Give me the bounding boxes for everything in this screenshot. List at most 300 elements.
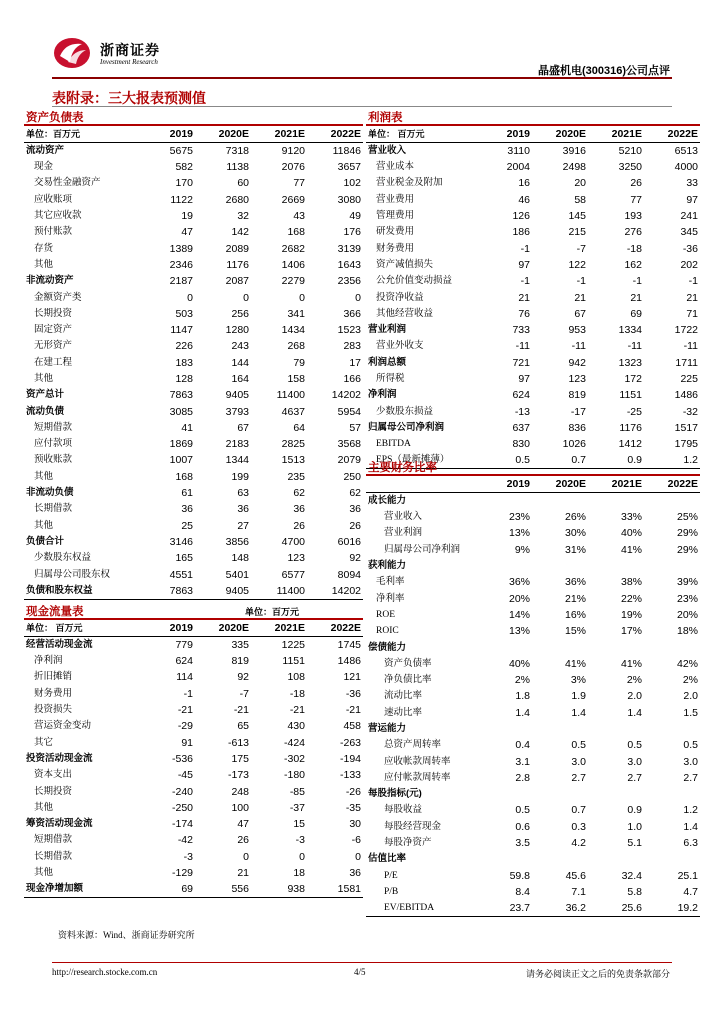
cell-value: 3657 (337, 161, 361, 174)
row-label: 在建工程 (34, 357, 73, 368)
row-label: 投资活动现金流 (26, 752, 93, 764)
row-label: 偿债能力 (368, 641, 407, 653)
cell-value (588, 721, 644, 737)
row-label: 非流动资产 (26, 275, 74, 287)
year-header: 2019 (476, 126, 532, 143)
table-row (24, 322, 363, 338)
cell-value: 3568 (337, 438, 361, 451)
row-label: 资产减值损失 (376, 259, 434, 270)
cell-value: -36 (682, 242, 698, 255)
row-label: P/E (384, 870, 398, 881)
row-label: EPS（最新摊薄） (366, 452, 476, 469)
cell-value: 14% (508, 608, 530, 621)
cell-value: 1147 (170, 324, 193, 337)
table-row (24, 669, 363, 685)
year-header: 2022E (644, 476, 700, 493)
row-label: 获利能力 (368, 560, 407, 572)
cell-value: 30% (564, 527, 586, 540)
cell-value: 16% (564, 608, 586, 621)
cell-value: 2.0 (683, 690, 698, 703)
cell-value: 67 (237, 421, 249, 434)
table-row (366, 590, 700, 606)
table-row (24, 371, 363, 387)
cell-value: 6513 (674, 145, 698, 157)
cell-value: 7318 (225, 145, 249, 157)
cell-value: 31% (564, 543, 586, 556)
cell-value: 25% (676, 511, 698, 524)
cash-flow-panel (24, 604, 363, 898)
cell-value: 2.8 (515, 771, 530, 784)
cell-value: 30 (349, 818, 361, 831)
footer-url[interactable]: http://research.stocke.com.cn (52, 967, 158, 977)
year-header: 2020E (532, 126, 588, 143)
table-row (366, 224, 700, 240)
row-label: 资产负债率 (384, 658, 432, 669)
cell-value: 13% (508, 625, 530, 638)
cell-value: 1280 (225, 324, 249, 337)
row-label: 营运能力 (368, 723, 407, 734)
cell-value: 819 (568, 389, 586, 402)
cell-value (644, 851, 700, 867)
cell-value: 26 (349, 519, 361, 532)
row-label: ROIC (376, 626, 399, 637)
table-row (24, 702, 363, 718)
cell-value: -11 (571, 340, 586, 353)
cell-value: -302 (283, 752, 305, 765)
cell-value: 62 (349, 487, 361, 500)
cell-value: 0.5 (476, 452, 532, 469)
cell-value: 1225 (281, 639, 305, 651)
cell-value (644, 786, 700, 802)
cell-value: 366 (343, 307, 361, 320)
cell-value: 43 (293, 210, 305, 223)
year-header: 2020E (195, 126, 251, 143)
table-row (366, 338, 700, 354)
cell-value: 36% (508, 576, 530, 589)
cell-value: 9405 (195, 583, 251, 600)
cell-value: 142 (231, 226, 249, 239)
cell-value: 20% (676, 608, 698, 621)
cell-value: 721 (512, 356, 530, 369)
cell-value: -21 (345, 704, 361, 717)
cell-value: 18 (293, 867, 305, 879)
cell-value: 5954 (337, 405, 361, 418)
cell-value: -1 (520, 275, 530, 288)
cell-value: 1.4 (683, 820, 698, 833)
cell-value: 1026 (562, 438, 586, 451)
year-header: 2020E (195, 620, 251, 637)
cell-value: 2825 (281, 438, 305, 451)
cell-value: 23% (508, 511, 530, 524)
report-title: 晶盛机电(300316)公司点评 (537, 65, 670, 77)
cell-value: 38% (620, 576, 642, 589)
row-label: 营业费用 (376, 194, 415, 205)
table-row (24, 224, 363, 240)
table-row (24, 485, 363, 501)
row-label: EBITDA (376, 439, 411, 450)
cell-value: 2076 (281, 161, 305, 174)
table-row (366, 884, 700, 900)
cell-value: -173 (227, 769, 249, 782)
cell-value: -424 (283, 736, 305, 749)
brand-logo-icon (52, 36, 92, 70)
row-label: 应收账项 (34, 194, 73, 205)
cell-value: 3793 (225, 405, 249, 418)
cell-value: 3916 (562, 145, 586, 157)
cell-value: 1745 (337, 639, 361, 651)
cell-value: 341 (287, 307, 305, 320)
cell-value (532, 558, 588, 574)
cell-value: 128 (175, 373, 193, 385)
income-statement-table (366, 126, 700, 469)
row-label: 归属母公司净利润 (384, 544, 461, 555)
year-header: 2021E (588, 126, 644, 143)
table-row (24, 469, 363, 485)
table-row (366, 819, 700, 835)
table-row (366, 705, 700, 721)
cell-value: 345 (680, 226, 698, 239)
cell-value: 0.7 (571, 804, 586, 817)
cell-value: 21 (574, 291, 586, 304)
row-label: 应付款项 (34, 439, 73, 450)
cell-value: 0.5 (683, 739, 698, 752)
cell-value: -263 (339, 736, 361, 749)
cell-value: -18 (289, 687, 305, 700)
cell-value: 1711 (675, 356, 698, 369)
table-row (24, 420, 363, 436)
cell-value: 225 (680, 373, 698, 385)
row-label: 财务费用 (376, 243, 415, 254)
unit-label: 单位： 百万元 (24, 620, 139, 637)
cell-value: 2183 (225, 438, 249, 451)
cell-value: -21 (233, 704, 249, 717)
cell-value: -13 (514, 405, 530, 418)
cell-value: 215 (568, 226, 586, 239)
row-label: 其他经营收益 (376, 308, 434, 319)
cell-value: 1.9 (571, 690, 586, 703)
cell-value: -240 (171, 785, 193, 798)
table-row (366, 721, 700, 737)
table-row (24, 403, 363, 419)
table-row (24, 751, 363, 767)
row-label: 流动比率 (384, 691, 423, 702)
table-row (24, 289, 363, 305)
row-label: 成长能力 (368, 495, 407, 506)
cell-value: 0 (355, 850, 361, 863)
cell-value: 4.7 (683, 885, 698, 898)
cell-value: 47 (181, 226, 193, 239)
cell-value: 25.6 (588, 900, 644, 917)
cell-value: -194 (339, 752, 361, 765)
cell-value (476, 558, 532, 574)
year-header: 2022E (307, 620, 363, 637)
cell-value: -11 (683, 340, 698, 353)
table-row (24, 566, 363, 582)
cell-value: 4000 (674, 161, 698, 174)
cell-value (476, 493, 532, 510)
unit-label: 单位：百万元 (24, 126, 139, 143)
cell-value: 65 (237, 720, 249, 733)
table-row (366, 240, 700, 256)
table-row (366, 192, 700, 208)
ratios-panel (366, 460, 700, 917)
appendix-divider (52, 106, 672, 107)
cell-value: -1 (183, 687, 193, 700)
cell-value: 0 (187, 291, 193, 304)
table-row (366, 656, 700, 672)
cell-value: -7 (239, 687, 249, 700)
cell-value: 2682 (281, 242, 305, 255)
cell-value: 46 (518, 193, 530, 206)
cell-value: -536 (171, 752, 193, 765)
cash-flow-title (24, 604, 363, 620)
cell-value: 256 (231, 307, 249, 320)
cell-value (532, 851, 588, 867)
table-row (366, 835, 700, 851)
row-label: 净利润 (34, 656, 63, 667)
cell-value: 1.2 (644, 452, 700, 469)
cell-value: -1 (520, 242, 530, 255)
cell-value: 126 (512, 210, 530, 223)
cell-value: 2% (626, 674, 642, 687)
cell-value: 0.4 (515, 739, 530, 752)
table-row (24, 273, 363, 289)
cell-value: -6 (351, 834, 361, 847)
cell-value: 1523 (337, 324, 361, 337)
cash-flow-title-text: 现金流量表 (26, 606, 84, 618)
cell-value: 1513 (281, 454, 305, 467)
row-label: 净利率 (376, 593, 405, 604)
cell-value: 4.2 (571, 837, 586, 850)
row-label: 营业成本 (376, 162, 415, 173)
cell-value: 100 (231, 801, 249, 814)
cell-value: 1.8 (515, 690, 530, 703)
table-row (24, 355, 363, 371)
row-label: 少数股东权益 (34, 553, 92, 564)
cell-value: 36 (349, 867, 361, 879)
cell-value: 0 (355, 291, 361, 304)
cell-value (644, 721, 700, 737)
brand-name: 浙商证券 (100, 42, 160, 58)
cell-value: 250 (343, 470, 361, 483)
table-row (24, 436, 363, 452)
row-label: 其他 (34, 374, 54, 384)
row-label: 资本支出 (34, 770, 73, 781)
cell-value: 36 (293, 503, 305, 516)
cell-value: 91 (181, 736, 193, 749)
table-row (366, 371, 700, 387)
cell-value: 32 (237, 210, 249, 223)
cell-value: 199 (231, 470, 249, 483)
cell-value: 123 (287, 552, 305, 565)
page-header (0, 0, 724, 90)
cell-value: 168 (175, 470, 193, 483)
page-number: 4/5 (354, 967, 366, 977)
cell-value: 26% (564, 511, 586, 524)
row-label: 归属母公司净利润 (368, 421, 445, 433)
income-statement-title: 利润表 (366, 110, 700, 126)
row-label: ROE (376, 609, 395, 620)
cell-value: 63 (237, 487, 249, 500)
cell-value: -21 (289, 704, 305, 717)
row-label: 速动比率 (384, 707, 423, 718)
cell-value: 7.1 (571, 885, 586, 898)
cash-flow-title-unit: 单位：百万元 (244, 607, 299, 617)
cell-value: 102 (343, 177, 361, 190)
table-row (366, 558, 700, 574)
cell-value: 3139 (337, 242, 361, 255)
cell-value: 162 (624, 258, 642, 271)
cell-value: 166 (343, 373, 361, 385)
cell-value: -180 (283, 769, 305, 782)
cell-value: 49 (349, 210, 361, 223)
table-row (24, 306, 363, 322)
cell-value: 953 (568, 324, 586, 337)
cell-value: 1517 (674, 421, 698, 434)
cell-value: -7 (576, 242, 586, 255)
cell-value: -11 (515, 340, 530, 353)
cell-value: 29% (676, 543, 698, 556)
cell-value: -17 (570, 405, 586, 418)
table-row (24, 501, 363, 517)
cell-value: 11400 (276, 389, 305, 402)
cell-value: 33 (686, 177, 698, 190)
cell-value: 23.7 (476, 900, 532, 917)
table-row (366, 574, 700, 590)
cell-value: 942 (568, 356, 586, 369)
cell-value: 582 (175, 161, 193, 174)
cell-value: 0 (243, 850, 249, 863)
cell-value: 39% (676, 576, 698, 589)
row-label: P/B (384, 886, 399, 897)
table-row (24, 175, 363, 191)
cell-value (588, 786, 644, 802)
cell-value: 0.6 (515, 820, 530, 833)
row-label: 经营活动现金流 (26, 639, 93, 650)
cell-value: 148 (231, 552, 249, 565)
row-label: EV/EBITDA (366, 900, 476, 917)
row-label: 固定资产 (34, 325, 73, 336)
table-row (24, 550, 363, 566)
table-row (366, 175, 700, 191)
row-label: 负债合计 (26, 535, 65, 547)
table-row (24, 849, 363, 865)
table-row (24, 534, 363, 550)
table-row (366, 737, 700, 753)
cell-value: 1.4 (515, 706, 530, 719)
cell-value: -32 (682, 405, 698, 418)
cell-value: 5675 (169, 145, 193, 157)
ratios-title: 主要财务比率 (366, 460, 700, 476)
cell-value: 165 (175, 552, 193, 565)
table-row (24, 338, 363, 354)
cell-value: 5210 (618, 145, 642, 157)
cell-value: 33% (620, 511, 642, 524)
row-label: 公允价值变动损益 (376, 276, 453, 287)
cell-value: 60 (237, 177, 249, 190)
header-divider (52, 77, 672, 79)
cell-value: 3080 (337, 193, 361, 206)
row-label: 营业收入 (368, 145, 407, 156)
cell-value: 36 (237, 503, 249, 516)
cell-value: 40% (620, 527, 642, 540)
cell-value (588, 851, 644, 867)
table-row (24, 637, 363, 654)
cell-value (532, 639, 588, 655)
cell-value: 36 (181, 503, 193, 516)
balance-sheet-table (24, 126, 363, 600)
cell-value: 67 (574, 307, 586, 320)
cell-value: 0.7 (532, 452, 588, 469)
row-label: 投资损失 (34, 705, 73, 716)
cell-value: 202 (680, 258, 698, 271)
cell-value: 21 (237, 867, 249, 879)
cell-value: 41 (181, 421, 193, 434)
cell-value: 624 (175, 655, 193, 668)
cell-value: 175 (231, 752, 249, 765)
row-label: 资产总计 (26, 389, 65, 401)
table-header-row (24, 620, 363, 637)
cell-value: 3.0 (627, 755, 642, 768)
row-label: 财务费用 (34, 688, 73, 699)
cell-value: 21 (686, 291, 698, 304)
table-row (24, 718, 363, 734)
row-label: 营业利润 (384, 528, 423, 539)
year-header: 2019 (139, 620, 195, 637)
cell-value: 1406 (281, 258, 305, 271)
appendix-title: 表附录：三大报表预测值 (52, 90, 206, 106)
balance-sheet-panel (24, 110, 363, 600)
table-row (24, 653, 363, 669)
row-label: 应付帐款周转率 (384, 772, 451, 783)
unit-label: 单位： 百万元 (366, 126, 476, 143)
cell-value: 819 (231, 655, 249, 668)
cell-value: 193 (624, 210, 642, 223)
cell-value: 18% (676, 625, 698, 638)
cell-value: 62 (293, 487, 305, 500)
cell-value: 2187 (169, 275, 193, 288)
cell-value: 61 (181, 487, 193, 500)
cell-value: 2.7 (571, 771, 586, 784)
table-header-row (366, 126, 700, 143)
cell-value: 77 (293, 177, 305, 190)
cell-value: 2.0 (627, 690, 642, 703)
cell-value: -36 (345, 687, 361, 700)
cell-value: 2279 (281, 275, 305, 288)
cell-value: 1869 (169, 438, 193, 451)
cell-value: 1581 (307, 881, 363, 898)
row-label: 预收账款 (34, 455, 73, 466)
row-label: 长期投资 (34, 786, 73, 797)
cell-value: 2% (514, 674, 530, 687)
row-label: 其它 (34, 737, 54, 748)
year-header: 2021E (251, 126, 307, 143)
row-label: 投资净收益 (376, 292, 424, 303)
cell-value: 13% (508, 527, 530, 540)
row-label: 现金净增加额 (24, 881, 139, 898)
cell-value: 1151 (619, 389, 642, 402)
cell-value: 59.8 (509, 869, 530, 882)
cell-value: 27 (237, 519, 249, 532)
row-label: 非流动负债 (26, 487, 74, 499)
year-header: 2019 (139, 126, 195, 143)
cell-value (644, 558, 700, 574)
table-row (24, 865, 363, 881)
cell-value: 0 (243, 291, 249, 304)
cell-value: 3856 (225, 535, 249, 548)
row-label: 每股经营现金 (384, 821, 442, 832)
row-label: 利润总额 (368, 356, 407, 368)
